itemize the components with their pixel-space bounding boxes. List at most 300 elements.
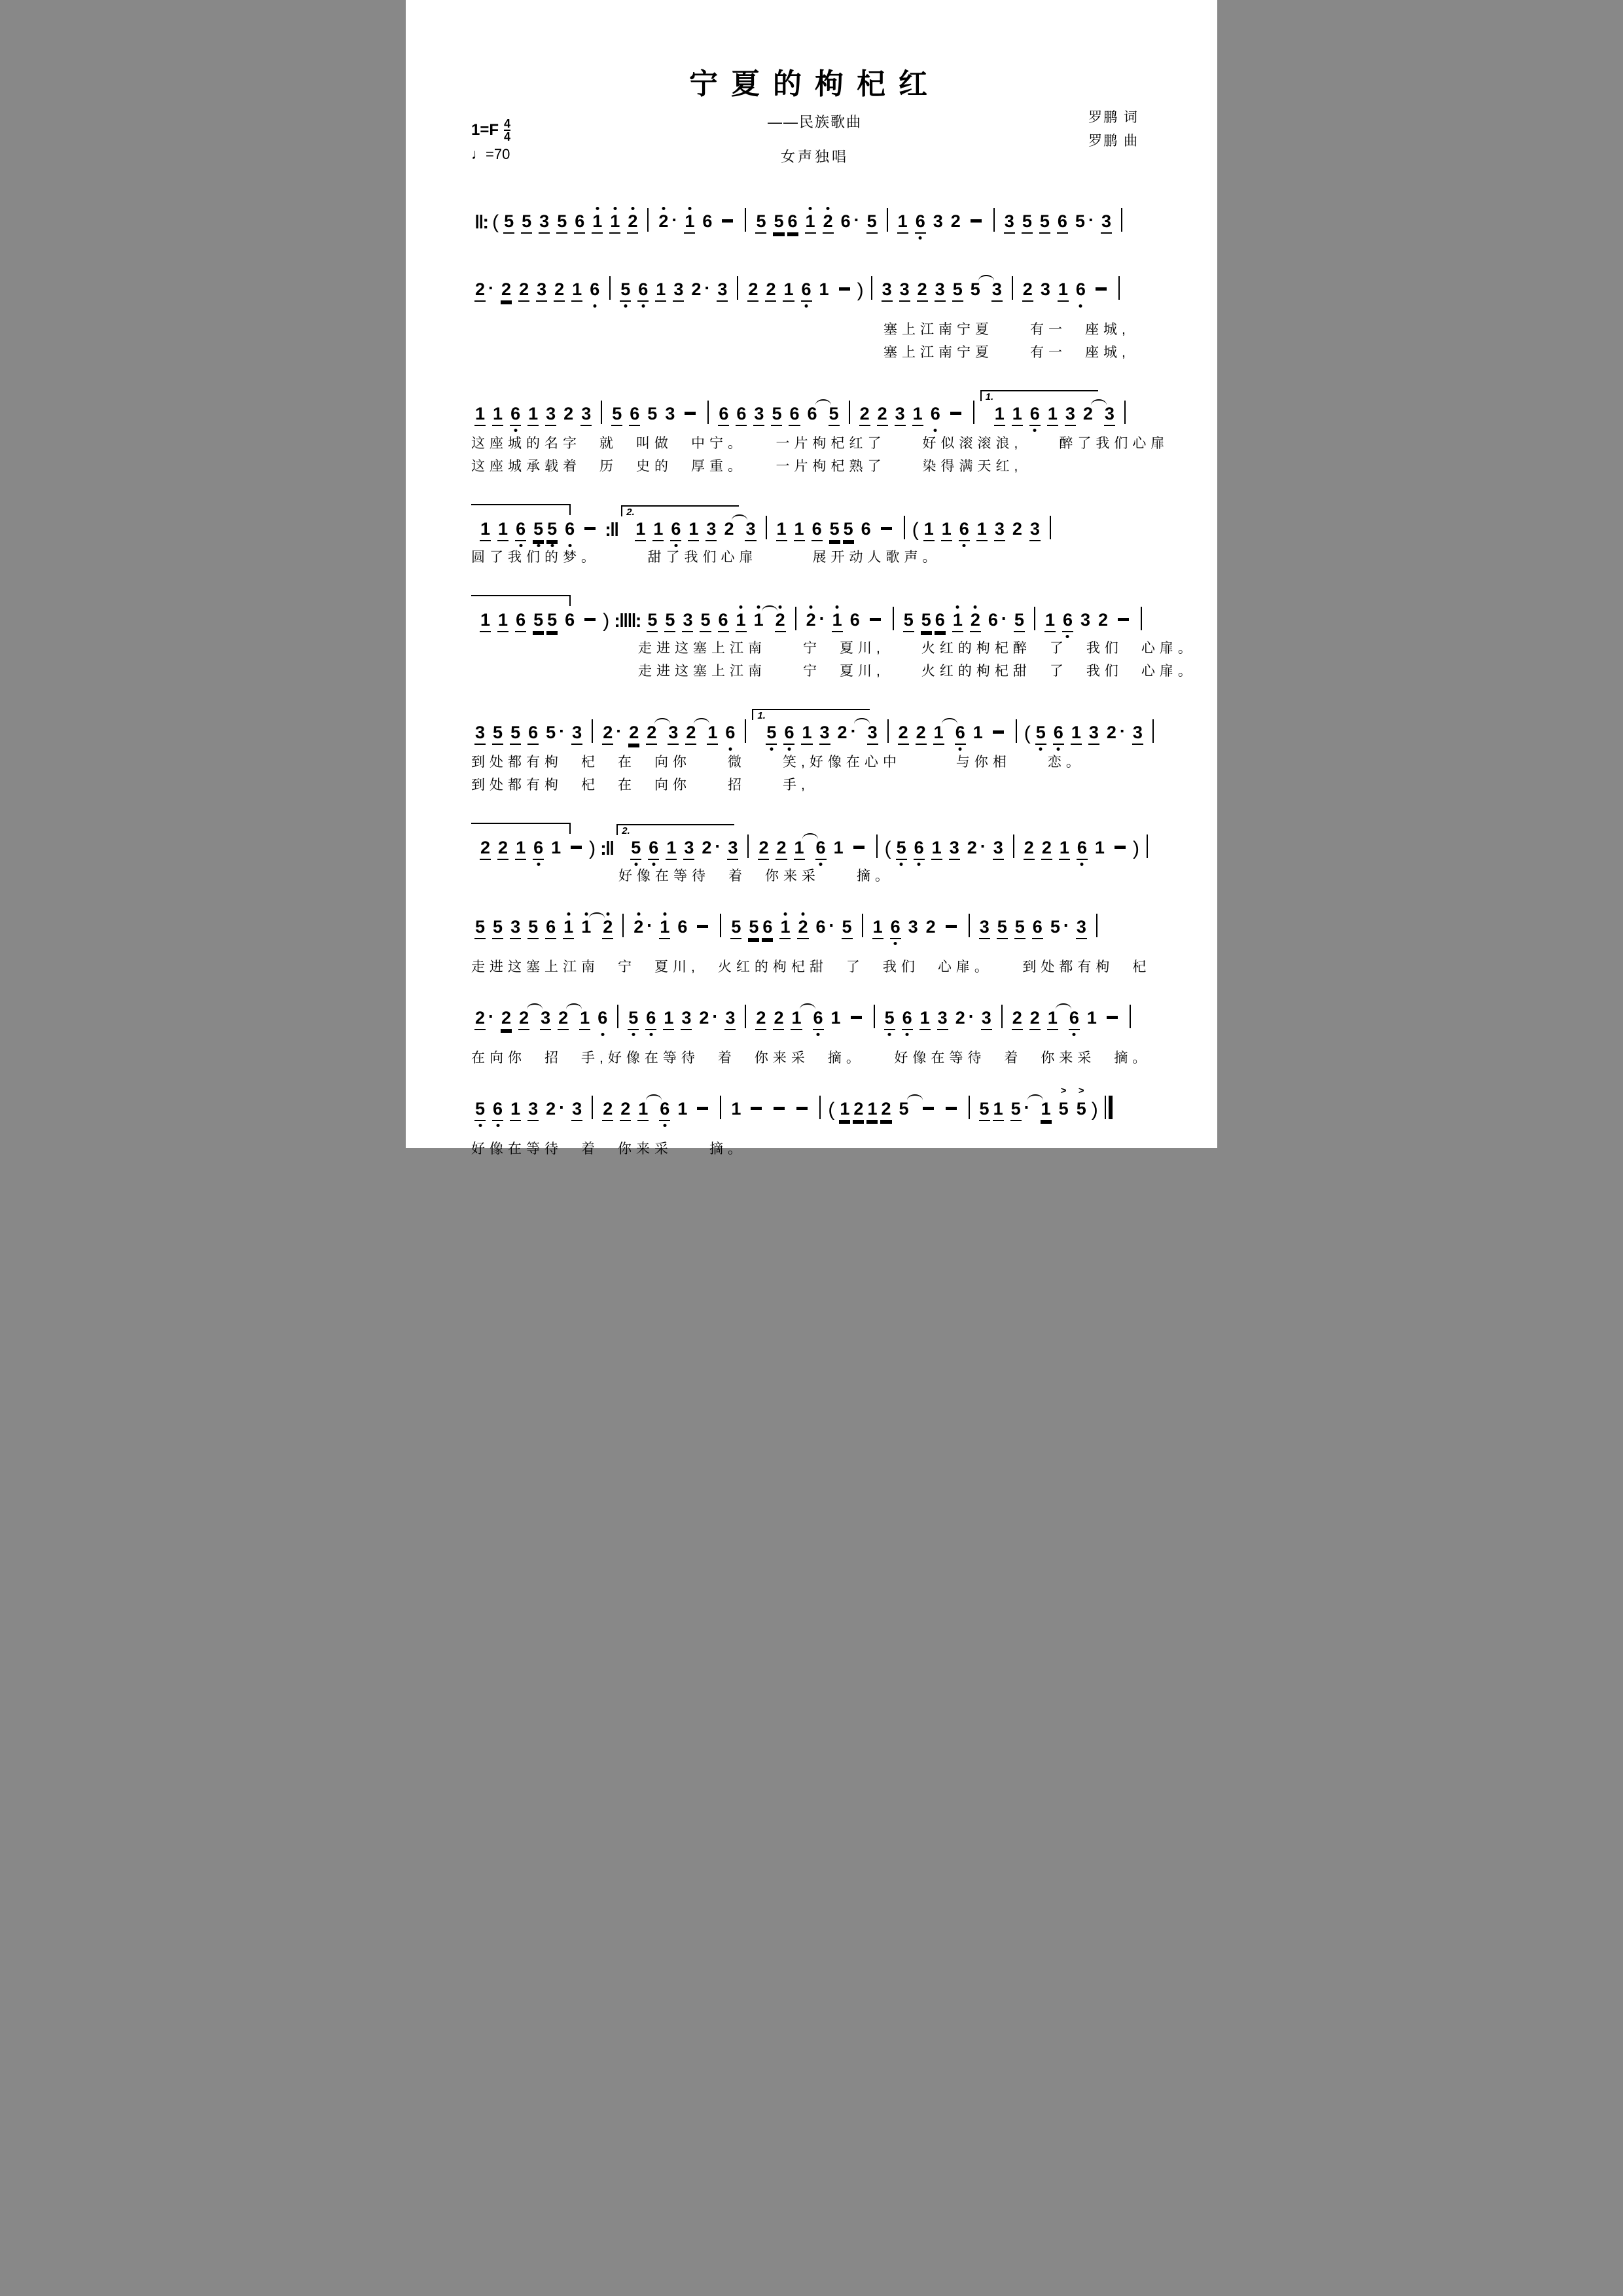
note-group: [832, 839, 846, 859]
note: 2: [880, 1100, 891, 1121]
parenthesis: (: [1024, 723, 1031, 744]
barline: [993, 208, 995, 232]
note-group: [810, 520, 824, 541]
note-group: [1075, 1085, 1088, 1120]
note-group: [827, 405, 841, 426]
note-group: [772, 1009, 785, 1030]
note: 2: [925, 917, 936, 937]
lyricist-credit: 罗鹏 词: [1088, 110, 1139, 125]
note-group: [1012, 611, 1026, 632]
note: 6: [590, 279, 600, 299]
genre-subtitle: ——民族歌曲: [767, 114, 862, 130]
note: 1: [707, 724, 718, 745]
tempo-marking: ♩=70: [471, 146, 510, 162]
note-group: [496, 520, 510, 541]
note-group: [949, 213, 963, 232]
augmentation-dot: ·: [850, 721, 857, 741]
note: 5 >: [1058, 1085, 1069, 1119]
note-group: [726, 839, 740, 860]
note: 3: [882, 281, 893, 302]
note: 1: [972, 723, 983, 742]
barline: [893, 607, 894, 630]
barline: [1096, 914, 1097, 937]
note-group: [919, 611, 947, 632]
augmentation-dot: ·: [1088, 210, 1094, 230]
note: 1: [527, 405, 539, 426]
note: 3: [1132, 724, 1143, 745]
note-group: [531, 611, 559, 632]
note-group: [1028, 520, 1042, 541]
note: 1: [581, 917, 592, 937]
note: 3: [683, 839, 694, 860]
note: 3: [539, 213, 550, 234]
note: 6: [736, 405, 747, 426]
note-group: [675, 1100, 689, 1120]
note: 5: [620, 281, 631, 302]
note: 5: [1075, 211, 1085, 231]
note: 5: [866, 213, 878, 234]
augmentation-dot: ·: [1001, 609, 1007, 628]
note: 5: [546, 723, 556, 742]
note-group: [531, 839, 545, 860]
duration-dash: [697, 925, 708, 928]
note: 1: [1086, 1008, 1097, 1028]
note: 3: [717, 281, 728, 302]
note: 2: [917, 281, 928, 302]
note: 6: [789, 405, 800, 426]
note-group: [579, 918, 593, 938]
note: 1: [1071, 724, 1082, 745]
note-group: [1074, 281, 1088, 300]
note-group: [895, 839, 908, 860]
note: 2: [546, 1099, 556, 1119]
note: 2: [773, 1009, 784, 1030]
note: 6: [718, 405, 729, 426]
note-group: [817, 281, 831, 300]
parenthesis: ): [589, 838, 596, 859]
note: 1: [912, 405, 923, 426]
note: 6: [659, 1100, 670, 1121]
note-group: [556, 1009, 570, 1030]
barline: [592, 1096, 593, 1119]
note-group: [871, 918, 885, 939]
barline: [1147, 834, 1148, 858]
note-group: [957, 520, 971, 541]
note-group: [918, 1009, 932, 1030]
note: 6: [629, 405, 640, 426]
augmentation-dot: ·: [488, 278, 495, 298]
note-group: [629, 839, 643, 860]
note: 5: [492, 918, 503, 939]
note: 3: [981, 1009, 992, 1030]
duration-dash: [1115, 846, 1126, 849]
note-group: [632, 916, 654, 938]
note: 5: [997, 918, 1008, 939]
note-group: [993, 405, 1007, 426]
note-group: [914, 213, 927, 234]
note-group: [1105, 721, 1127, 744]
augmentation-dot: ·: [968, 1007, 974, 1026]
repeat-barline: ‖:: [474, 212, 488, 233]
note: 6: [1075, 279, 1086, 299]
note-group: [793, 839, 806, 860]
note: 5: [952, 281, 963, 302]
note: 1: [753, 610, 764, 630]
parenthesis: (: [828, 1099, 835, 1121]
note-group: [681, 611, 694, 632]
note-group: [618, 1100, 632, 1121]
note-group: [601, 1100, 615, 1121]
barline: [1121, 208, 1122, 232]
note: 5: [1014, 918, 1026, 939]
time-signature-numerator: 4: [504, 117, 511, 130]
note: 2: [1098, 610, 1109, 630]
note-group: [772, 213, 799, 234]
note: 1: [666, 839, 677, 860]
note-group: [933, 281, 947, 302]
note-group: [675, 918, 689, 938]
note: 2: [898, 724, 909, 745]
barline: [1012, 276, 1013, 300]
note-group: [911, 405, 925, 426]
note-group: [645, 611, 659, 632]
note-group: [1028, 405, 1042, 426]
note: 2: [853, 1100, 864, 1121]
note: 2: [797, 918, 808, 939]
note-group: [723, 1009, 737, 1030]
note-group: [734, 611, 748, 632]
note: 5: [842, 918, 853, 939]
note: 1: [833, 838, 844, 857]
note: 6: [725, 723, 736, 742]
barline: [849, 401, 850, 424]
note-group: [1081, 405, 1095, 425]
note: 5: [829, 520, 840, 541]
note-group: [1021, 281, 1035, 302]
note: 3: [1040, 279, 1050, 299]
note-group: [1063, 405, 1077, 426]
note: 1: [480, 611, 491, 632]
note: 3: [724, 1009, 736, 1030]
note: 1: [819, 279, 829, 299]
note: 6: [807, 404, 817, 423]
note-group: [508, 918, 522, 939]
note-group: [666, 724, 680, 745]
lyric-line: 走进这塞上江南 宁 夏川, 火红的枸杞甜 了 我们 心扉。: [638, 664, 1196, 679]
note: 2: [1024, 839, 1035, 860]
note-group: [1039, 281, 1052, 300]
note-group: [770, 405, 783, 426]
note-group: [932, 724, 946, 745]
note: 1: [688, 520, 699, 541]
note: 1: [731, 1099, 741, 1119]
note: 5: [533, 520, 544, 541]
note-group: [1085, 1009, 1099, 1029]
barline: [609, 276, 611, 300]
lyric-line: 在向你 招 手,好像在等待 着 你来采 摘。 好像在等待 着 你来采 摘。: [471, 1050, 1151, 1066]
note-group: [508, 405, 522, 426]
note-group: [954, 724, 967, 745]
note: 3: [727, 839, 738, 860]
barline: [887, 719, 889, 743]
note-group: [804, 213, 817, 234]
note: 1: [933, 724, 944, 745]
note: 2: [602, 918, 613, 939]
note-group: [651, 520, 665, 541]
note: 3: [1101, 213, 1112, 234]
note-group: [478, 611, 492, 632]
notation-line: [471, 692, 1158, 751]
barline: [1118, 276, 1120, 300]
sheet-music-page: [406, 0, 1217, 1157]
note-group: [1058, 839, 1071, 860]
note: 2: [1012, 1009, 1023, 1030]
note-group: [796, 918, 810, 939]
note: 6: [515, 611, 526, 632]
lyric-line: 走进这塞上江南 宁 夏川, 火红的枸杞醉 了 我们 心扉。: [638, 641, 1196, 656]
note-group: [774, 611, 787, 632]
note: 1: [736, 611, 747, 632]
note: 6: [597, 1008, 608, 1028]
note-group: [975, 520, 989, 541]
note-group: [859, 520, 873, 540]
note-group: [1034, 724, 1048, 745]
augmentation-dot: ·: [1063, 916, 1069, 935]
note-group: [562, 918, 575, 939]
note-group: [579, 405, 593, 426]
barline: [1152, 719, 1154, 743]
note: 2: [967, 838, 977, 857]
barline: [887, 208, 888, 232]
note-group: [858, 405, 872, 426]
note-group: [729, 918, 743, 939]
note: 6: [515, 520, 526, 541]
note-group: [940, 520, 954, 541]
barline: [904, 516, 905, 539]
note-group: [544, 721, 566, 744]
note-group: [793, 520, 806, 541]
note: 5: [533, 611, 544, 632]
note: 3: [527, 1100, 539, 1121]
note-group: [969, 611, 982, 632]
note: 1: [677, 1099, 688, 1119]
note-group: [514, 520, 527, 541]
note: 1: [897, 213, 908, 234]
note: 2: [1106, 723, 1116, 742]
barline: [819, 1096, 821, 1119]
note: 2: [474, 1009, 486, 1030]
note-group: [897, 724, 910, 745]
note: 2: [627, 213, 638, 234]
note-group: [754, 1009, 768, 1030]
duration-dash: [971, 219, 982, 223]
note-group: [683, 213, 696, 234]
note: 2: [646, 724, 657, 745]
note: 2: [554, 281, 565, 302]
note: 5: [1014, 611, 1025, 632]
note-group: [1039, 1100, 1053, 1121]
barline: [969, 1096, 970, 1119]
note-group: [610, 405, 624, 426]
note: 2: [837, 723, 847, 742]
note-group: [537, 213, 551, 234]
note: 2: [633, 917, 644, 937]
note: 5: [474, 1100, 486, 1121]
note-group: [1046, 1009, 1060, 1030]
time-signature-denominator: 4: [504, 130, 511, 143]
note-group: [883, 1009, 897, 1030]
note: 6: [849, 610, 860, 630]
repeat-barline: :‖: [605, 520, 618, 541]
notation-line: [471, 191, 1158, 250]
note-group: [526, 724, 540, 745]
augmentation-dot: ·: [704, 278, 711, 298]
note: 3: [510, 918, 521, 939]
note-group: [645, 405, 659, 425]
note: 5: [766, 724, 777, 745]
note-group: [608, 213, 622, 234]
augmentation-dot: ·: [819, 609, 825, 628]
note: 3: [994, 520, 1005, 541]
note: 3: [1004, 213, 1015, 234]
augmentation-dot: ·: [1024, 1098, 1030, 1117]
note: 1: [779, 918, 791, 939]
note: 5: [556, 213, 567, 234]
note: 3: [933, 211, 943, 231]
note-group: [514, 839, 527, 860]
subtitle-zone: [471, 111, 1158, 166]
note: 5: [700, 611, 711, 632]
duration-dash: [1118, 618, 1129, 621]
note-group: [1046, 405, 1060, 426]
barline: [1050, 516, 1051, 539]
note-group: [978, 918, 991, 939]
notation-line: [471, 578, 1158, 637]
note: 3: [681, 1009, 692, 1030]
note-group: [491, 918, 505, 939]
barline: [1001, 1005, 1003, 1028]
duration-dash: [839, 287, 850, 291]
note-group: [1056, 213, 1069, 234]
note-group: [1099, 213, 1113, 234]
note-group: [684, 724, 698, 745]
note: 6: [648, 839, 659, 860]
note: 6: [930, 404, 940, 423]
note-group: [897, 1100, 911, 1120]
note: 2: [1082, 404, 1093, 423]
lyric-line: 塞上江南宁夏 有一 座城,: [883, 322, 1130, 337]
note-group: [912, 839, 926, 860]
note: 5: [755, 213, 766, 234]
note: 5: [1010, 1100, 1022, 1121]
note-group: [838, 1100, 893, 1121]
barline: [969, 914, 970, 937]
note-group: [865, 213, 879, 234]
note: 5: [899, 1099, 909, 1119]
augmentation-dot: ·: [1119, 721, 1126, 741]
note: 6: [915, 213, 926, 234]
lyric-line: 好像在等待 着 你来采 摘。: [618, 869, 893, 884]
duration-dash: [1107, 1016, 1118, 1019]
note-group: [764, 281, 777, 302]
note-group: [986, 609, 1008, 631]
note: 6: [902, 1009, 913, 1030]
note-group: [1061, 611, 1075, 632]
augmentation-dot: ·: [712, 1007, 719, 1026]
note: 6: [718, 611, 729, 632]
barline: [874, 1005, 875, 1028]
note: 5: [630, 839, 641, 860]
note: 5 >: [1076, 1085, 1086, 1119]
note: 2: [776, 839, 787, 860]
augmentation-dot: ·: [671, 210, 678, 230]
note: 3: [545, 405, 556, 426]
note: 1: [801, 724, 812, 745]
augmentation-dot: ·: [559, 1098, 565, 1117]
note-group: [848, 611, 862, 631]
note: 1: [684, 213, 695, 234]
note-group: [645, 724, 658, 745]
note: 6: [955, 724, 966, 745]
note-group: [839, 210, 861, 232]
repeat-barline: :‖: [600, 838, 614, 859]
note-group: [473, 918, 487, 939]
final-barline: [1105, 1096, 1113, 1119]
note: 5: [773, 213, 784, 234]
score-header: [471, 106, 1158, 185]
barline: [707, 401, 709, 424]
note-group: [627, 724, 641, 745]
note-group: [654, 281, 668, 302]
notation-line: [471, 1079, 1158, 1138]
note: 2: [685, 724, 696, 745]
note: 2: [950, 211, 961, 231]
note: 6: [988, 610, 998, 630]
note: 2: [859, 405, 870, 426]
notation-line: [471, 487, 1158, 546]
note-group: [700, 213, 714, 232]
note-group: [1103, 405, 1116, 426]
note: 2: [916, 724, 927, 745]
note: 6: [510, 405, 521, 426]
lyric-line: 这座城的名字 就 叫做 中宁。 一片枸杞红了 好似滚滚浪, 醉了我们心扉: [471, 436, 1169, 451]
song-title: 宁夏的枸杞红: [689, 68, 940, 100]
note: 5: [546, 520, 558, 541]
note-group: [552, 281, 566, 302]
barline: [745, 208, 746, 232]
note-group: [669, 520, 683, 541]
note: 3: [899, 281, 910, 302]
note-group: [526, 1100, 540, 1121]
note-group: [746, 281, 760, 302]
duration-dash: [697, 1107, 708, 1110]
note-group: [778, 918, 792, 939]
note: 1: [791, 1009, 802, 1030]
accent-mark: >: [1078, 1085, 1084, 1096]
lyric-line: 走进这塞上江南 宁 夏川, 火红的枸杞甜 了 我们 心扉。 到处都有枸 杞: [471, 960, 1151, 975]
note: 3: [895, 405, 906, 426]
volta-bracket: 2.: [616, 824, 734, 835]
note-group: [1052, 724, 1065, 745]
barline: [973, 401, 974, 424]
barline: [617, 1005, 618, 1028]
note: 6: [762, 918, 773, 939]
note: 6: [812, 520, 823, 541]
note: 1: [551, 838, 562, 857]
notation-line: [471, 988, 1158, 1047]
note-group: [563, 611, 577, 631]
note: 1: [1041, 1100, 1052, 1121]
